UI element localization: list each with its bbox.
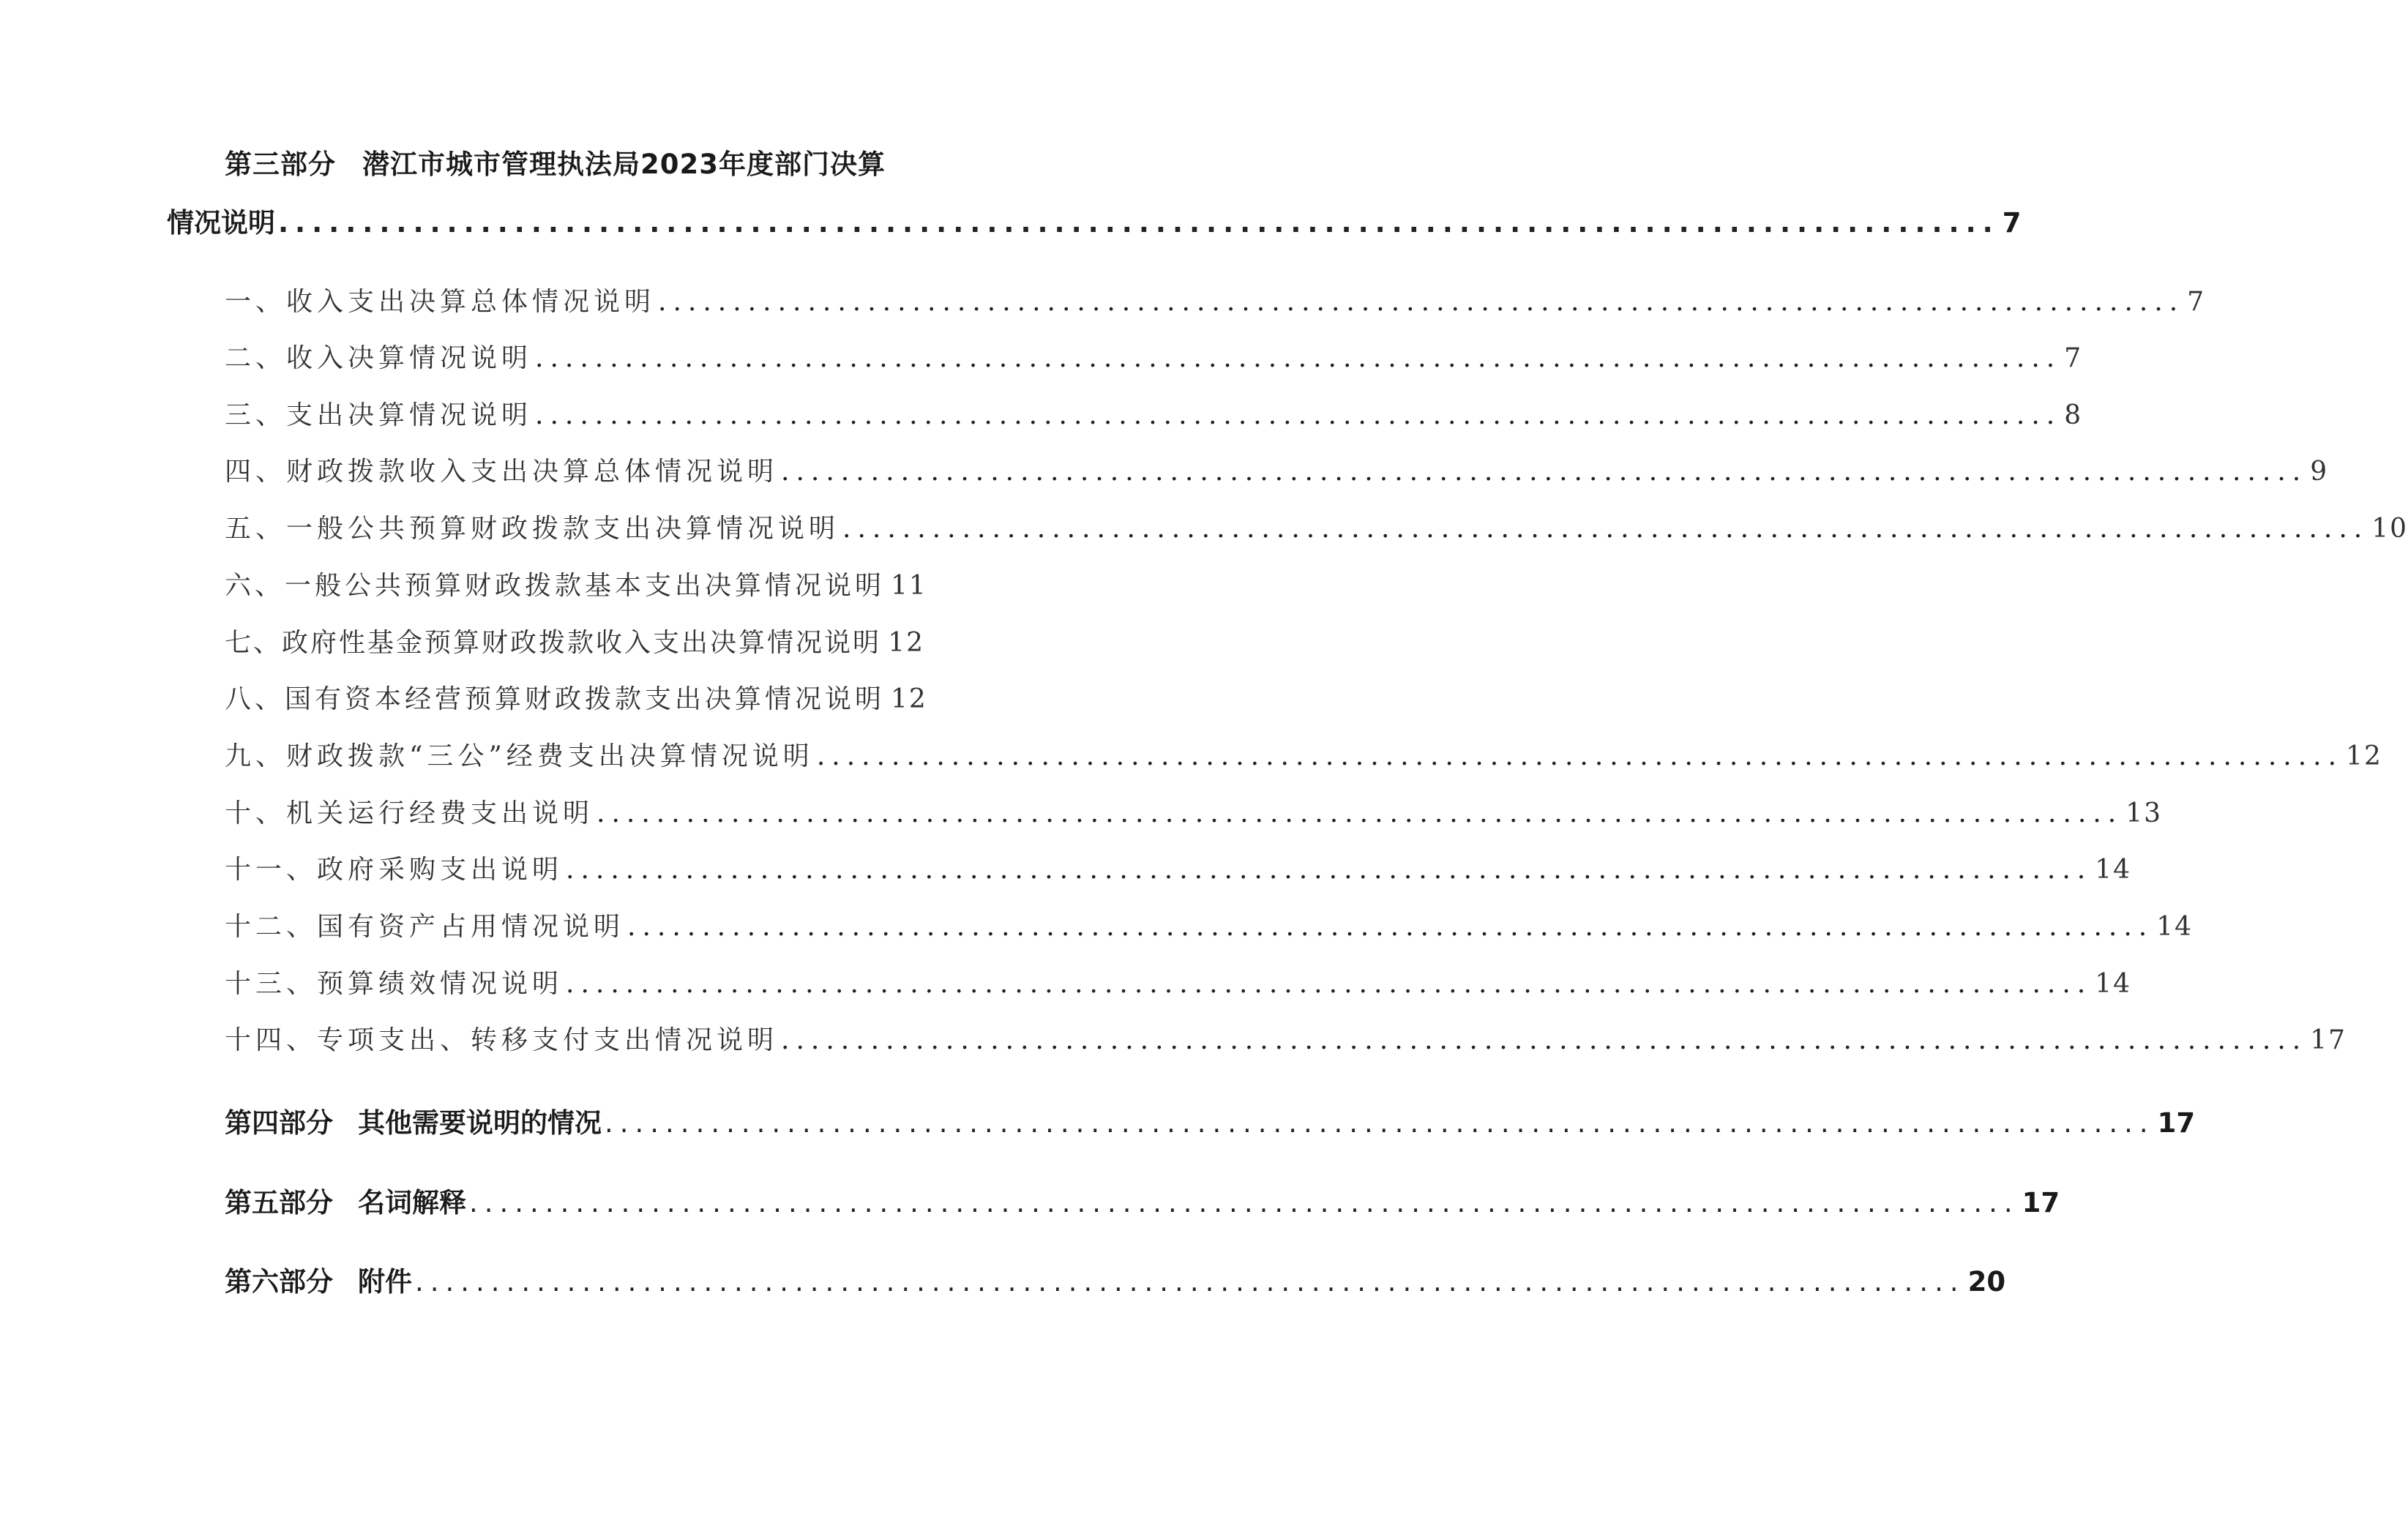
part-title: 其他需要说明的情况: [358, 1107, 602, 1139]
dot-leader: ......................................................................................................: [816, 741, 2344, 771]
toc-entry[interactable]: 五、一般公共预算财政拨款支出决算情况说明 ...................................................................................................... 10: [225, 514, 2408, 544]
dot-leader: ......................................................................................................: [605, 1107, 2155, 1139]
page-number: 7: [2002, 207, 2022, 239]
dot-leader: ......................................................................................................: [658, 287, 2185, 317]
toc-entry[interactable]: 七、政府性基金预算财政拨款收入支出决算情况说明 12: [225, 628, 924, 658]
dot-leader: ......................................................................................................: [535, 400, 2062, 430]
dot-leader: ......................................................................................................: [842, 514, 2369, 544]
toc-entry[interactable]: 一、收入支出决算总体情况说明 ...................................................................................................... 7: [225, 287, 2206, 317]
part3-title-continued: 情况说明: [167, 207, 275, 239]
dot-leader: ......................................................................................................: [566, 969, 2093, 999]
toc-entry[interactable]: 十一、政府采购支出说明 ...................................................................................................... 14: [225, 855, 2132, 885]
part3-title: 潜江市城市管理执法局2023年度部门决算: [362, 149, 886, 180]
dot-leader: ......................................................................................................: [469, 1187, 2019, 1218]
part-label: 第四部分: [225, 1107, 333, 1139]
toc-part4[interactable]: [225, 1101, 2196, 1140]
dot-leader: ......................................................................................................: [278, 207, 2000, 239]
toc-entry[interactable]: 三、支出决算情况说明 ...................................................................................................... 8: [225, 400, 2083, 430]
part-title: 名词解释: [358, 1187, 466, 1218]
page-number: 17: [2157, 1107, 2196, 1139]
toc-part3-heading-line2[interactable]: [167, 201, 2022, 240]
dot-leader: ......................................................................................................: [415, 1266, 1965, 1298]
dot-leader: ......................................................................................................: [781, 457, 2308, 487]
page-number: 20: [1967, 1266, 2006, 1298]
toc-part6[interactable]: [225, 1259, 2006, 1299]
toc-entry[interactable]: 九、财政拨款“三公”经费支出决算情况说明 ...................................................................................................... 12: [225, 741, 2382, 771]
toc-entry[interactable]: 十二、国有资产占用情况说明 ...................................................................................................... 14: [225, 912, 2194, 942]
dot-leader: ......................................................................................................: [597, 798, 2123, 828]
toc-part3-heading-line1: [225, 142, 886, 181]
dot-leader: ......................................................................................................: [781, 1025, 2308, 1055]
toc-entry[interactable]: 四、财政拨款收入支出决算总体情况说明 ...................................................................................................... 9: [225, 457, 2329, 487]
toc-entry[interactable]: 十四、专项支出、转移支付支出情况说明 ...................................................................................................... 17: [225, 1025, 2347, 1055]
dot-leader: ......................................................................................................: [627, 912, 2154, 942]
toc-entry[interactable]: 六、一般公共预算财政拨款基本支出决算情况说明 11: [225, 571, 927, 601]
part-label: 第六部分: [225, 1266, 333, 1298]
toc-entry[interactable]: 八、国有资本经营预算财政拨款支出决算情况说明 12: [225, 684, 927, 714]
toc-entry[interactable]: 十、机关运行经费支出说明 ...................................................................................................... 13: [225, 798, 2163, 828]
toc-part5[interactable]: [225, 1180, 2060, 1220]
page-number: 17: [2022, 1187, 2060, 1218]
dot-leader: ......................................................................................................: [566, 855, 2093, 885]
part-label: 第五部分: [225, 1187, 333, 1218]
part3-label: 第三部分: [225, 149, 336, 180]
dot-leader: ......................................................................................................: [535, 343, 2062, 373]
toc-entry[interactable]: 十三、预算绩效情况说明 ...................................................................................................... 14: [225, 969, 2132, 999]
toc-entry[interactable]: 二、收入决算情况说明 ...................................................................................................... 7: [225, 343, 2083, 373]
part-title: 附件: [358, 1266, 412, 1298]
